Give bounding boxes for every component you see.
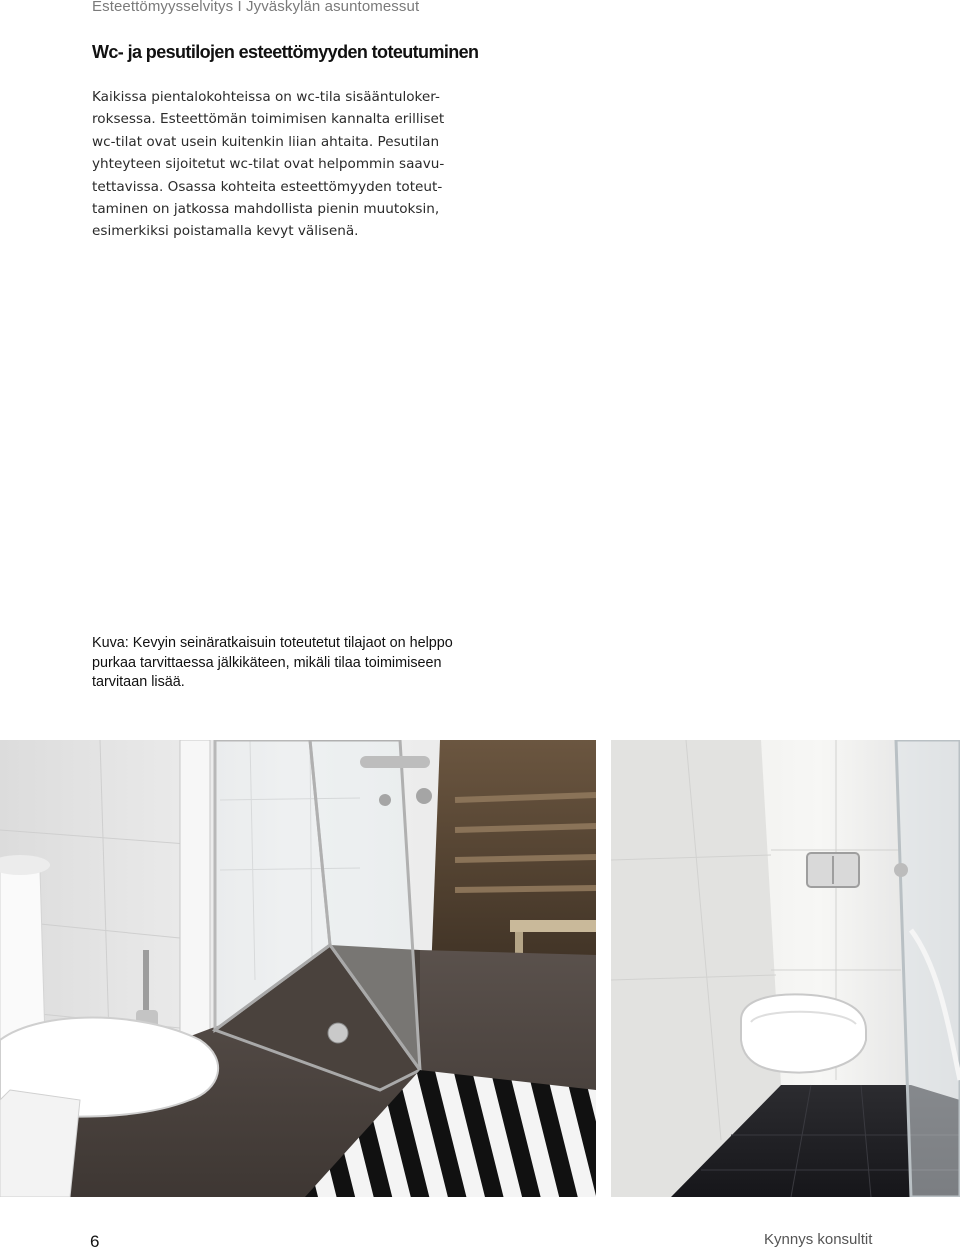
running-header: Esteettömyysselvitys I Jyväskylän asuntomessut (92, 0, 420, 15)
bathroom-photo-right (611, 740, 960, 1197)
paragraph-line: yhteyteen sijoitetut wc-tilat ovat helpommin saavu- (92, 156, 445, 173)
paragraph-line: taminen on jatkossa mahdollista pienin muutoksin, (92, 201, 440, 218)
paragraph-line: Kaikissa pientalokohteissa on wc-tila sisääntuloker- (92, 89, 440, 105)
footer-brand: Kynnys konsultit (764, 1231, 873, 1248)
paragraph-line: esimerkiksi poistamalla kevyt välisenä. (92, 223, 359, 240)
paragraph-line: wc-tilat ovat usein kuitenkin liian ahtaita. Pesutilan (92, 133, 440, 150)
caption-line: purkaa tarvittaessa jälkikäteen, mikäli tilaa toimimiseen (92, 654, 442, 671)
paragraph-line: roksessa. Esteettömän toimimisen kannalta erilliset (92, 111, 445, 128)
photo-caption (92, 634, 472, 693)
bathroom-photo-left (0, 740, 596, 1197)
body-paragraph (92, 86, 464, 243)
page-number: 6 (90, 1232, 100, 1251)
section-title: Wc- ja pesutilojen esteettömyyden toteutuminen (92, 42, 479, 62)
bathroom-photo-left-illustration (0, 740, 596, 1197)
caption-line: tarvitaan lisää. (92, 674, 185, 690)
paragraph-line: tettavissa. Osassa kohteita esteettömyyden toteut- (92, 178, 443, 195)
bathroom-photo-right-illustration (611, 740, 960, 1197)
caption-line: Kuva: Kevyin seinäratkaisuin toteutetut tilajaot on helppo (92, 635, 453, 651)
